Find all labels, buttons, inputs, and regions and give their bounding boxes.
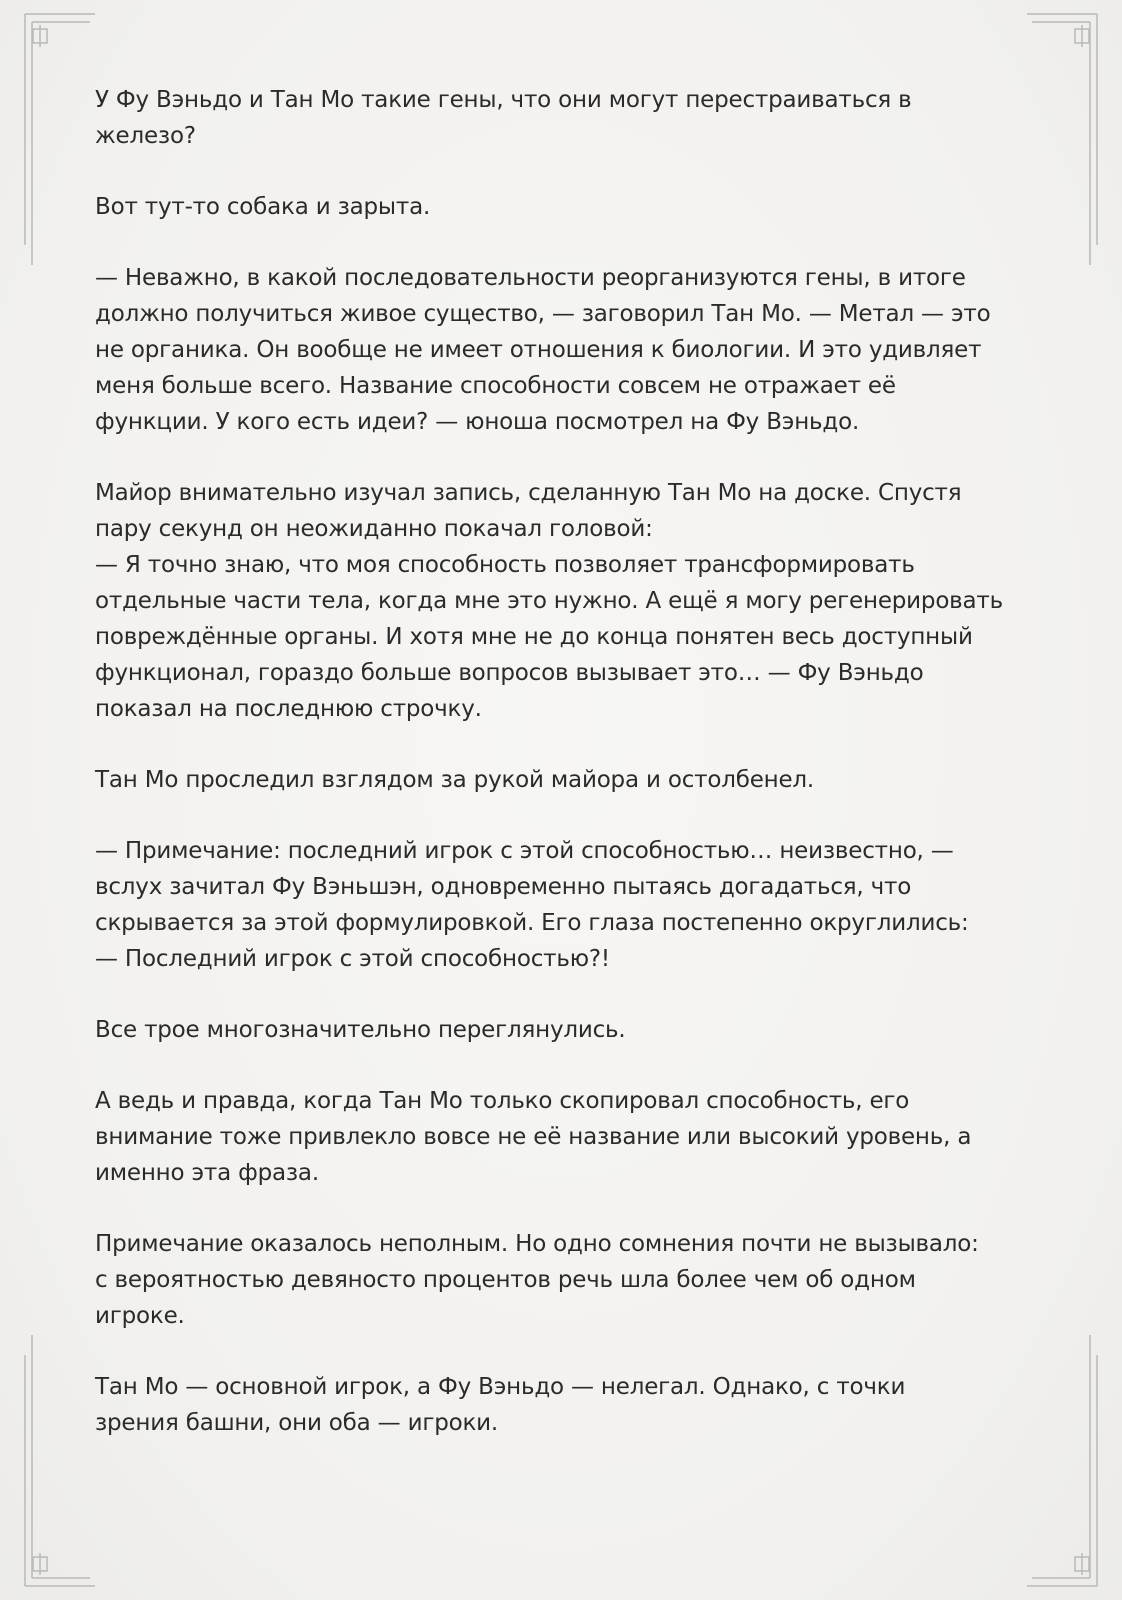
paragraph: Вот тут-то собака и зарыта. [95,194,431,220]
paragraph: Майор внимательно изучал запись, сделанную Тан Мо на доске. Спустя пару секунд он неожиданно покачал головой: — Я точно знаю, что моя способность позволяет трансформировать отдельные части тела, когда мне это нужно. А ещё я могу регенерировать повреждённые органы. И хотя мне не до конца понятен весь доступный функционал, гораздо больше вопросов вызывает это… — Фу Вэньдо показал на последнюю строчку. [95,480,1003,722]
paragraph: У Фу Вэньдо и Тан Мо такие гены, что они могут перестраиваться в железо? [95,87,912,149]
frame-corner-bottom-right [1027,1335,1097,1586]
paragraph: — Примечание: последний игрок с этой способностью… неизвестно, — вслух зачитал Фу Вэньшэн, одновременно пытаясь догадаться, что скрывается за этой формулировкой. Его глаза постепенно округлились: — Последний игрок с этой способностью?! [95,838,969,972]
frame-corner-bottom-left [25,1335,95,1586]
chapter-text [95,82,1030,1476]
paragraph: А ведь и правда, когда Тан Мо только скопировал способность, его внимание тоже привлекло вовсе не её название или высокий уровень, а именно эта фраза. [95,1088,972,1186]
paragraph: Примечание оказалось неполным. Но одно сомнения почти не вызывало: с вероятностью девяносто процентов речь шла более чем об одном игроке. [95,1231,979,1329]
paragraph: Тан Мо — основной игрок, а Фу Вэньдо — нелегал. Однако, с точки зрения башни, они оба — игроки. [95,1374,906,1436]
frame-corner-top-left [25,14,95,265]
paragraph: Тан Мо проследил взглядом за рукой майора и остолбенел. [95,767,815,793]
frame-corner-top-right [1027,14,1097,265]
paragraph: Все трое многозначительно переглянулись. [95,1017,626,1043]
paragraph: — Неважно, в какой последовательности реорганизуются гены, в итоге должно получиться живое существо, — заговорил Тан Мо. — Метал — это не органика. Он вообще не имеет отношения к биологии. И это удивляет меня больше всего. Название способности совсем не отражает её функции. У кого есть идеи? — юноша посмотрел на Фу Вэньдо. [95,265,991,435]
